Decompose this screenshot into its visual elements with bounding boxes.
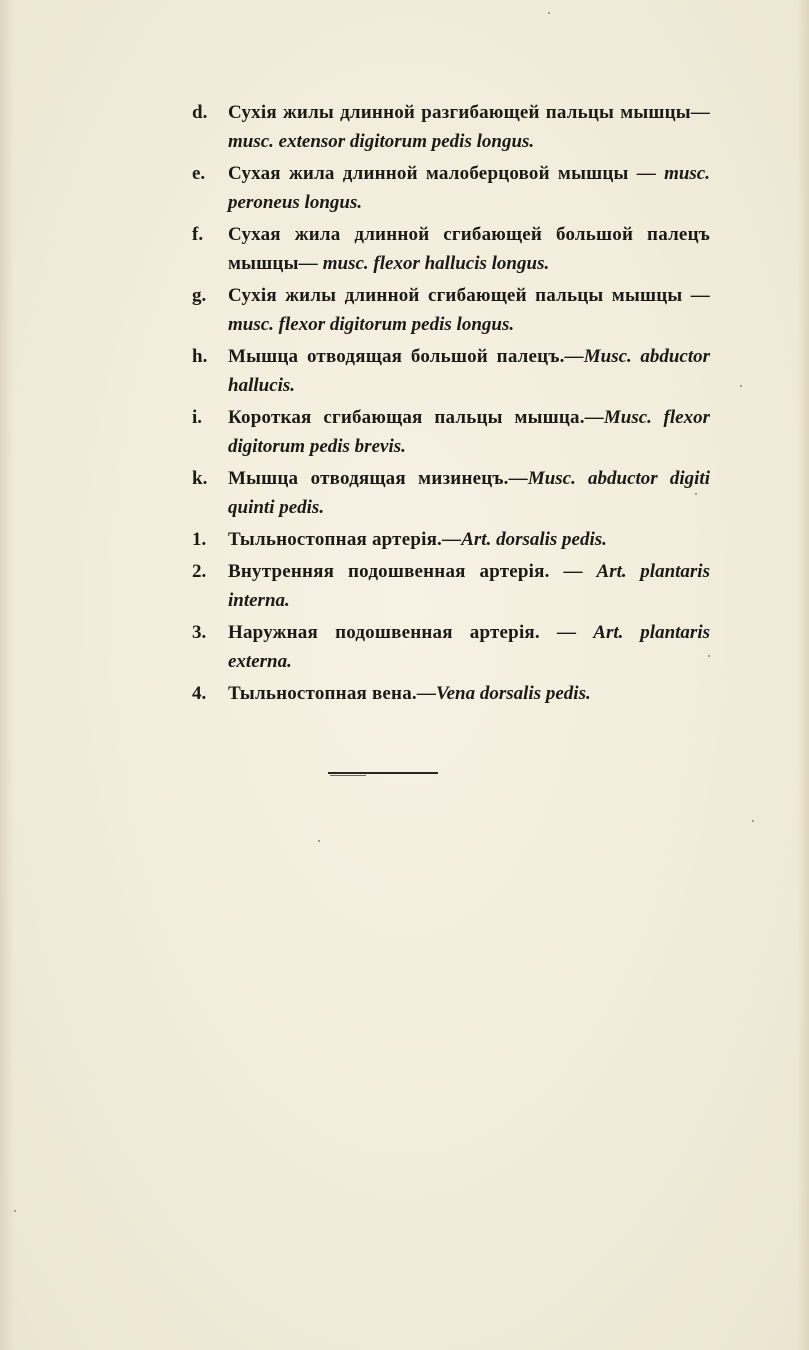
latin-term: musc. flexor digitorum pedis longus.	[228, 314, 515, 335]
russian-term: Внутренняя подошвенная артерія. —	[228, 561, 597, 582]
entry-marker: f.	[192, 224, 204, 245]
entry-line	[228, 371, 710, 400]
entry-marker: k.	[192, 468, 208, 489]
entry-marker: 3.	[192, 622, 207, 643]
legend-entry	[188, 464, 710, 522]
paper-speck	[752, 820, 754, 822]
entry-marker: e.	[192, 163, 206, 184]
entry-marker: 4.	[192, 683, 207, 704]
russian-term: Мышца отводящая мизинецъ.—	[228, 468, 528, 489]
entry-marker: d.	[192, 102, 208, 123]
latin-term: externa.	[228, 651, 292, 672]
latin-term: musc. flexor hallucis longus.	[322, 253, 550, 274]
closing-rule	[328, 772, 438, 774]
russian-term: Сухія жилы длинной разгибающей пальцы мышцы—	[228, 102, 710, 123]
entry-line	[228, 220, 710, 249]
legend-entry	[188, 618, 710, 676]
latin-term: Art. plantaris	[593, 622, 710, 643]
entry-line	[228, 127, 710, 156]
entry-line	[228, 525, 710, 554]
russian-term: Наружная подошвенная артерія. —	[228, 622, 594, 643]
russian-term: Сухая жила длинной малоберцовой мышцы —	[228, 163, 665, 184]
legend-entry	[188, 679, 710, 708]
entry-marker: 1.	[192, 529, 207, 550]
latin-term: Art. dorsalis pedis.	[461, 529, 607, 550]
russian-term: Тыльностопная вена.—	[228, 683, 437, 704]
latin-term: interna.	[228, 590, 290, 611]
latin-term: Musc. abductor digiti	[527, 468, 710, 489]
russian-term: мышцы—	[228, 253, 323, 274]
latin-term: Art. plantaris	[596, 561, 710, 582]
paper-speck	[708, 655, 710, 657]
latin-term: Musc. flexor	[603, 407, 710, 428]
legend-entry	[188, 557, 710, 615]
entry-line	[228, 281, 710, 310]
russian-term: Тыльностопная артерія.—	[228, 529, 462, 550]
legend-entry	[188, 342, 710, 400]
entry-marker: i.	[192, 407, 203, 428]
entry-line	[228, 464, 710, 493]
entry-line	[228, 310, 710, 339]
entry-line	[228, 249, 710, 278]
legend-entry	[188, 525, 710, 554]
entry-marker: g.	[192, 285, 207, 306]
paper-speck	[740, 385, 742, 387]
entry-marker: h.	[192, 346, 208, 367]
russian-term: Сухія жилы длинной сгибающей пальцы мышцы —	[228, 285, 710, 306]
paper-speck	[548, 12, 550, 14]
entry-line	[228, 98, 710, 127]
entry-line	[228, 403, 710, 432]
entry-line	[228, 159, 710, 188]
entry-marker: 2.	[192, 561, 207, 582]
legend-entry	[188, 159, 710, 217]
entry-line	[228, 586, 710, 615]
entry-line	[228, 493, 710, 522]
page-edge-left	[0, 0, 14, 1350]
russian-term: Сухая жила длинной сгибающей большой палецъ	[228, 224, 710, 245]
latin-term: quinti pedis.	[228, 497, 325, 518]
latin-term: Vena dorsalis pedis.	[436, 683, 591, 704]
legend-entry	[188, 220, 710, 278]
paper-speck	[318, 840, 320, 842]
entry-line	[228, 432, 710, 461]
entry-line	[228, 647, 710, 676]
legend-entry	[188, 98, 710, 156]
page-edge-right	[797, 0, 809, 1350]
russian-term: Короткая сгибающая пальцы мышца.—	[228, 407, 604, 428]
closing-rule-accent	[330, 775, 366, 776]
entry-line	[228, 557, 710, 586]
paper-speck	[695, 493, 697, 495]
legend-entry	[188, 281, 710, 339]
latin-term: digitorum pedis brevis.	[228, 436, 406, 457]
entry-line	[228, 618, 710, 647]
entry-line	[228, 342, 710, 371]
legend-entry	[188, 403, 710, 461]
latin-term: hallucis.	[228, 375, 296, 396]
entry-line	[228, 188, 710, 217]
latin-term: musc.	[664, 163, 710, 184]
legend-list	[188, 98, 710, 711]
entry-line	[228, 679, 710, 708]
latin-term: peroneus longus.	[228, 192, 363, 213]
russian-term: Мышца отводящая большой палецъ.—	[228, 346, 584, 367]
paper-speck	[14, 1210, 16, 1212]
latin-term: musc. extensor digitorum pedis longus.	[228, 131, 535, 152]
latin-term: Musc. abductor	[583, 346, 710, 367]
